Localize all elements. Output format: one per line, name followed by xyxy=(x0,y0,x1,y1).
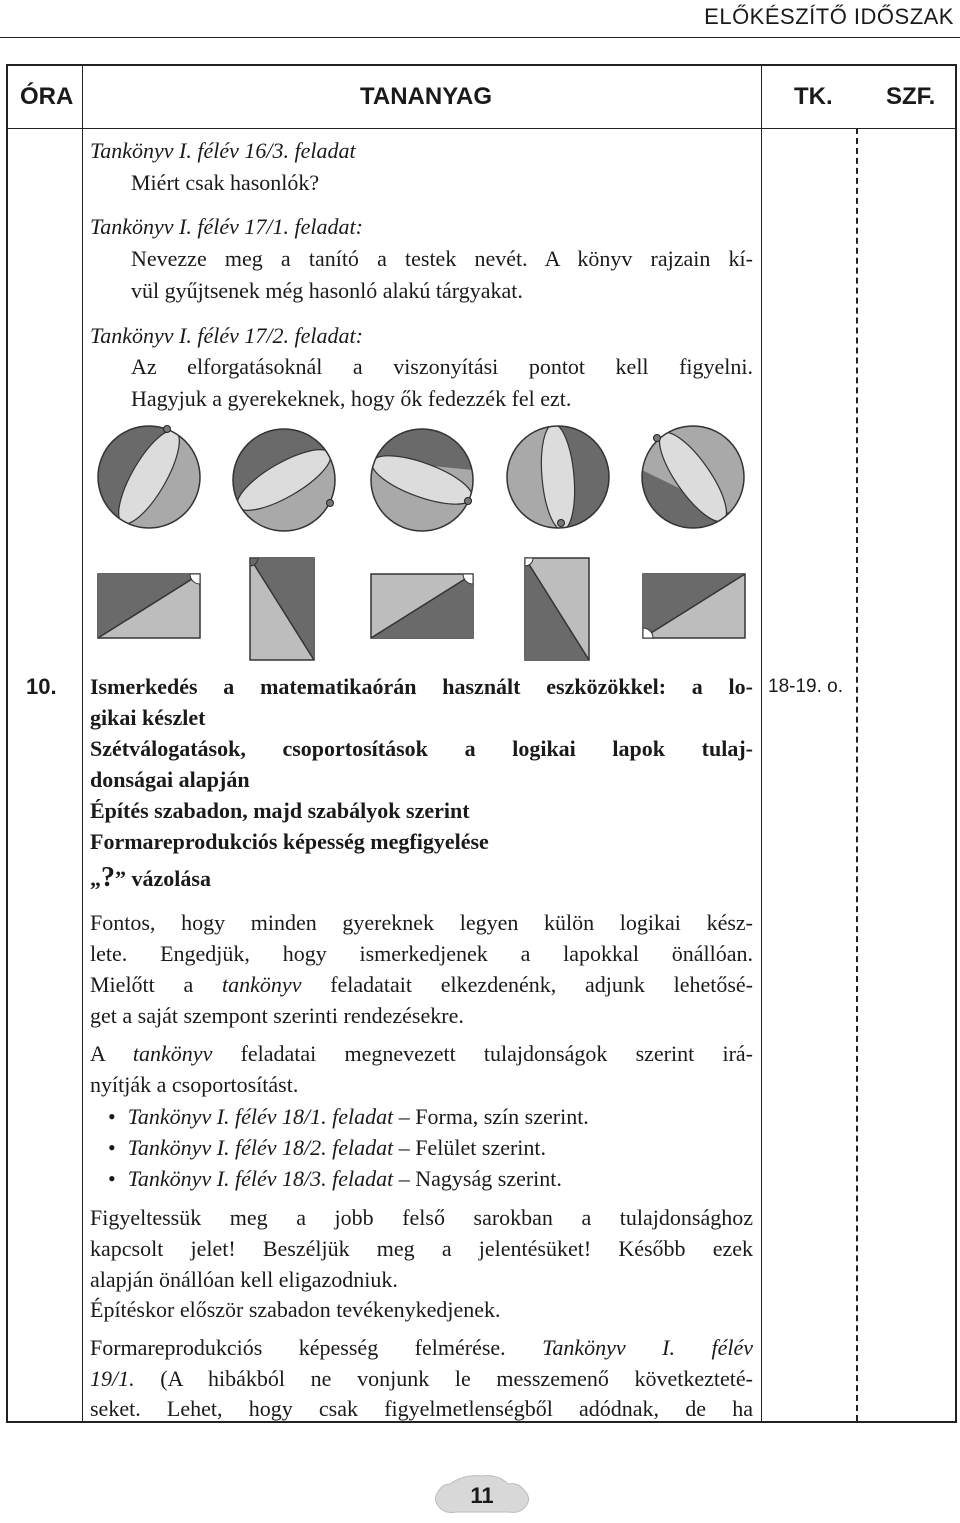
lesson-topic: Ismerkedés a matematikaórán használt eszközökkel: a lo- xyxy=(90,674,753,699)
bullet-item xyxy=(108,1135,546,1161)
rectangle-5 xyxy=(643,574,745,638)
close-quote: ” xyxy=(115,866,126,891)
lesson-topic: Építés szabadon, majd szabályok szerint xyxy=(90,798,470,823)
ball-3 xyxy=(366,429,477,531)
textbook-pages: 18-19. o. xyxy=(768,676,843,697)
running-header: ELŐKÉSZÍTŐ IDŐSZAK xyxy=(704,4,954,29)
exercise-text: Miért csak hasonlók? xyxy=(131,170,320,195)
bullet-icon: • xyxy=(108,1135,116,1160)
bullet-item xyxy=(108,1104,589,1130)
text: feladatai megnevezett tulajdonságok szerint irá- xyxy=(212,1041,753,1066)
paragraph-line: Fontos, hogy minden gyereknek legyen külön logikai kész- xyxy=(90,910,753,935)
textbook-ref: Tankönyv I. félév xyxy=(542,1335,753,1360)
paragraph-line: alapján önállóan kell eligazodniuk. xyxy=(90,1267,398,1292)
paragraph-line xyxy=(90,1335,753,1361)
exercise-ref-16-3: Tankönyv I. félév 16/3. feladat xyxy=(90,138,356,163)
sketch-text: vázolása xyxy=(126,866,211,891)
exercise-text: vül gyűjtsenek még hasonló alakú tárgyakat. xyxy=(131,278,523,303)
sketch-task xyxy=(90,862,211,894)
paragraph-line: kapcsolt jelet! Beszéljük meg a jelentésüket! Később ezek xyxy=(90,1236,753,1261)
exercise-text: Hagyjuk a gyerekeknek, hogy ők fedezzék fel ezt. xyxy=(131,386,572,411)
text: (A hibákból ne vonjunk le messzemenő következteté- xyxy=(134,1366,753,1391)
col-header-ora: ÓRA xyxy=(20,83,74,110)
lesson-topic: donságai alapján xyxy=(90,767,250,792)
ball-rotation-illustration xyxy=(0,0,960,680)
bullet-text: – Felület szerint. xyxy=(393,1135,547,1160)
rectangle-3 xyxy=(371,574,473,638)
paragraph-line: Figyeltessük meg a jobb felső sarokban a tulajdonsághoz xyxy=(90,1205,753,1230)
textbook-word: tankönyv xyxy=(222,972,302,997)
rectangle-2 xyxy=(250,558,314,660)
ball-2 xyxy=(230,429,339,531)
bullet-icon: • xyxy=(108,1166,116,1191)
col-header-tananyag: TANANYAG xyxy=(360,83,493,110)
lesson-topic: gikai készlet xyxy=(90,705,206,730)
textbook-word: tankönyv xyxy=(132,1041,213,1066)
exercise-text: Nevezze meg a tanító a testek nevét. A könyv rajzain kí- xyxy=(131,246,753,271)
bullet-text: – Forma, szín szerint. xyxy=(393,1104,589,1129)
lesson-topic: Szétválogatások, csoportosítások a logikai lapok tulaj- xyxy=(90,736,753,761)
lesson-number: 10. xyxy=(26,674,57,699)
col-header-szf: SZF. xyxy=(886,83,936,110)
rectangle-1 xyxy=(98,574,200,638)
ball-4 xyxy=(507,423,609,531)
paragraph-line: Építéskor először szabadon tevékenykedjenek. xyxy=(90,1297,501,1322)
bullet-item xyxy=(108,1166,562,1192)
bullet-ref: Tankönyv I. félév 18/1. feladat xyxy=(127,1104,394,1129)
shape-symbol: ? xyxy=(101,862,115,893)
textbook-ref: 19/1. xyxy=(90,1366,135,1391)
paragraph-line xyxy=(90,1041,753,1067)
text: feladatait elkezdenénk, adjunk lehetősé- xyxy=(301,972,753,997)
exercise-ref-17-2: Tankönyv I. félév 17/2. feladat: xyxy=(90,323,363,348)
paragraph-line xyxy=(90,1366,753,1392)
page-number: 11 xyxy=(470,1483,494,1508)
lesson-topic: Formareprodukciós képesség megfigyelése xyxy=(90,829,489,854)
paragraph-line xyxy=(90,972,753,998)
exercise-text: Az elforgatásoknál a viszonyítási pontot kell figyelni. xyxy=(131,354,753,379)
ball-1 xyxy=(98,420,200,531)
bullet-text: – Nagyság szerint. xyxy=(393,1166,562,1191)
col-header-tk: TK. xyxy=(794,83,833,110)
bullet-icon: • xyxy=(108,1104,116,1129)
bullet-ref: Tankönyv I. félév 18/2. feladat xyxy=(127,1135,394,1160)
paragraph-line: get a saját szempont szerinti rendezésekre. xyxy=(90,1003,464,1028)
page-number-badge xyxy=(432,1470,532,1522)
text: A xyxy=(90,1041,133,1066)
open-quote: „ xyxy=(90,866,101,891)
bullet-ref: Tankönyv I. félév 18/3. feladat xyxy=(127,1166,394,1191)
paragraph-line: nyítják a csoportosítást. xyxy=(90,1072,299,1097)
text: Mielőtt a xyxy=(90,972,223,997)
rectangle-4 xyxy=(525,558,589,660)
paragraph-line: seket. Lehet, hogy csak figyelmetlenségből adódnak, de ha xyxy=(90,1396,753,1421)
text: Formareprodukciós képesség felmérése. xyxy=(90,1335,543,1360)
exercise-ref-17-1: Tankönyv I. félév 17/1. feladat: xyxy=(90,214,363,239)
paragraph-line: lete. Engedjük, hogy ismerkedjenek a lapokkal önállóan. xyxy=(90,941,753,966)
